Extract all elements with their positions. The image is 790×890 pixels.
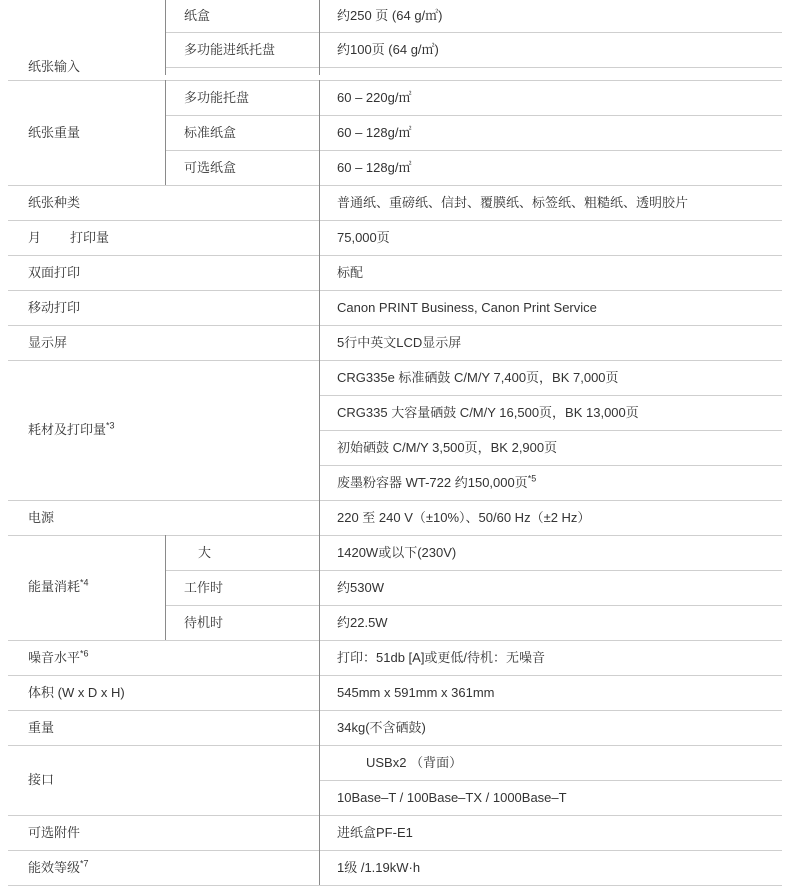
column-divider bbox=[319, 640, 320, 885]
energy-label-cell bbox=[28, 579, 89, 595]
power-value: 220 至 240 V（±10%）、50/60 Hz（±2 Hz） bbox=[337, 510, 591, 525]
efficiency-label: 能效等级 bbox=[28, 860, 81, 875]
row-divider bbox=[166, 67, 319, 68]
consumables-note: *3 bbox=[106, 420, 115, 431]
paper-type-value: 普通纸、重磅纸、信封、覆膜纸、标签纸、粗糙纸、透明胶片 bbox=[337, 195, 689, 210]
row-divider bbox=[166, 150, 319, 151]
consumables-label: 耗材及打印量 bbox=[28, 422, 107, 437]
opt-weight-label: 可选纸盒 bbox=[184, 160, 237, 175]
energy-standby-value: 约22.5W bbox=[337, 615, 388, 630]
noise-label: 噪音水平 bbox=[28, 650, 81, 665]
energy-operating-label: 工作时 bbox=[184, 580, 224, 595]
efficiency-value: 1级 /1.19kW·h bbox=[337, 860, 421, 875]
row-divider bbox=[8, 640, 782, 641]
display-value: 5行中英文LCD显示屏 bbox=[337, 335, 462, 350]
row-divider bbox=[8, 290, 782, 291]
column-divider bbox=[165, 0, 166, 75]
weight-value: 34kg(不含硒鼓) bbox=[337, 720, 426, 735]
energy-max-value: 1420W或以下(230V) bbox=[337, 545, 457, 560]
row-divider bbox=[8, 745, 782, 746]
energy-standby-label: 待机时 bbox=[184, 615, 224, 630]
display-label: 显示屏 bbox=[28, 335, 68, 350]
row-divider bbox=[320, 780, 782, 781]
options-value: 进纸盒PF-E1 bbox=[337, 825, 413, 840]
row-divider bbox=[320, 395, 782, 396]
duplex-label: 双面打印 bbox=[28, 265, 81, 280]
row-divider bbox=[166, 570, 319, 571]
interface-usb: USBx2 （背面） bbox=[366, 755, 463, 770]
weight-label: 重量 bbox=[28, 720, 55, 735]
monthly-label-b: 打印量 bbox=[70, 230, 110, 245]
efficiency-label-cell bbox=[28, 860, 89, 876]
energy-note: *4 bbox=[80, 577, 89, 588]
mp-weight-value: 60 – 220g/㎡ bbox=[337, 90, 412, 105]
volume-label: 体积 (W x D x H) bbox=[28, 685, 125, 700]
column-divider bbox=[319, 0, 320, 75]
row-divider bbox=[8, 185, 782, 186]
paper-tray-label: 纸盒 bbox=[184, 8, 211, 23]
mp-tray-label: 多功能进纸托盘 bbox=[184, 42, 276, 57]
energy-max-label: 大 bbox=[198, 545, 212, 560]
efficiency-note: *7 bbox=[80, 858, 89, 869]
row-divider bbox=[166, 115, 319, 116]
row-divider bbox=[320, 32, 782, 33]
row-divider bbox=[8, 850, 782, 851]
power-label: 电源 bbox=[28, 510, 55, 525]
row-divider bbox=[8, 710, 782, 711]
std-weight-label: 标准纸盒 bbox=[184, 125, 237, 140]
monthly-value: 75,000页 bbox=[337, 230, 390, 245]
interface-label: 接口 bbox=[28, 772, 55, 787]
energy-label: 能量消耗 bbox=[28, 579, 81, 594]
consumable-waste-note: *5 bbox=[527, 473, 537, 484]
mobile-label: 移动打印 bbox=[28, 300, 81, 315]
column-divider bbox=[319, 360, 320, 500]
row-divider bbox=[166, 605, 319, 606]
paper-input-label: 纸张输入 bbox=[28, 59, 81, 74]
row-divider bbox=[320, 605, 782, 606]
row-divider bbox=[320, 115, 782, 116]
duplex-value: 标配 bbox=[337, 265, 364, 280]
row-divider bbox=[166, 32, 319, 33]
row-divider bbox=[320, 67, 782, 68]
column-divider bbox=[319, 80, 320, 185]
consumable-waste: 废墨粉容器 WT-722 约150,000页 bbox=[337, 475, 528, 490]
row-divider bbox=[8, 675, 782, 676]
row-divider bbox=[320, 430, 782, 431]
interface-ethernet: 10Base–T / 100Base–TX / 1000Base–T bbox=[337, 790, 567, 805]
options-label: 可选附件 bbox=[28, 825, 81, 840]
mp-weight-label: 多功能托盘 bbox=[184, 90, 250, 105]
volume-value: 545mm x 591mm x 361mm bbox=[337, 685, 495, 700]
row-divider bbox=[320, 150, 782, 151]
consumables-label-cell bbox=[28, 422, 115, 438]
row-divider bbox=[8, 255, 782, 256]
noise-note: *6 bbox=[80, 648, 89, 659]
consumable-high: CRG335 大容量硒鼓 C/M/Y 16,500页，BK 13,000页 bbox=[337, 405, 639, 420]
noise-value: 打印：51db [A]或更低/待机：无噪音 bbox=[337, 650, 546, 665]
row-divider bbox=[8, 80, 782, 81]
paper-type-label: 纸张种类 bbox=[28, 195, 81, 210]
mobile-value: Canon PRINT Business, Canon Print Service bbox=[337, 300, 597, 315]
consumable-std: CRG335e 标准硒鼓 C/M/Y 7,400页，BK 7,000页 bbox=[337, 370, 619, 385]
row-divider bbox=[8, 885, 782, 886]
row-divider bbox=[320, 465, 782, 466]
std-weight-value: 60 – 128g/㎡ bbox=[337, 125, 412, 140]
column-divider bbox=[319, 500, 320, 535]
column-divider bbox=[319, 535, 320, 640]
consumable-waste-cell bbox=[337, 475, 536, 491]
row-divider bbox=[8, 220, 782, 221]
row-divider bbox=[8, 360, 782, 361]
consumable-initial: 初始硒鼓 C/M/Y 3,500页，BK 2,900页 bbox=[337, 440, 558, 455]
row-divider bbox=[8, 815, 782, 816]
mp-tray-value: 约100页 (64 g/㎡) bbox=[337, 42, 439, 57]
opt-weight-value: 60 – 128g/㎡ bbox=[337, 160, 412, 175]
noise-label-cell bbox=[28, 650, 89, 666]
paper-tray-value: 约250 页 (64 g/㎡) bbox=[337, 8, 443, 23]
energy-operating-value: 约530W bbox=[337, 580, 384, 595]
monthly-label-a: 月 bbox=[28, 230, 42, 245]
column-divider bbox=[165, 535, 166, 640]
row-divider bbox=[8, 535, 782, 536]
row-divider bbox=[8, 325, 782, 326]
row-divider bbox=[320, 570, 782, 571]
row-divider bbox=[8, 500, 782, 501]
paper-weight-label: 纸张重量 bbox=[28, 125, 81, 140]
column-divider bbox=[165, 80, 166, 185]
